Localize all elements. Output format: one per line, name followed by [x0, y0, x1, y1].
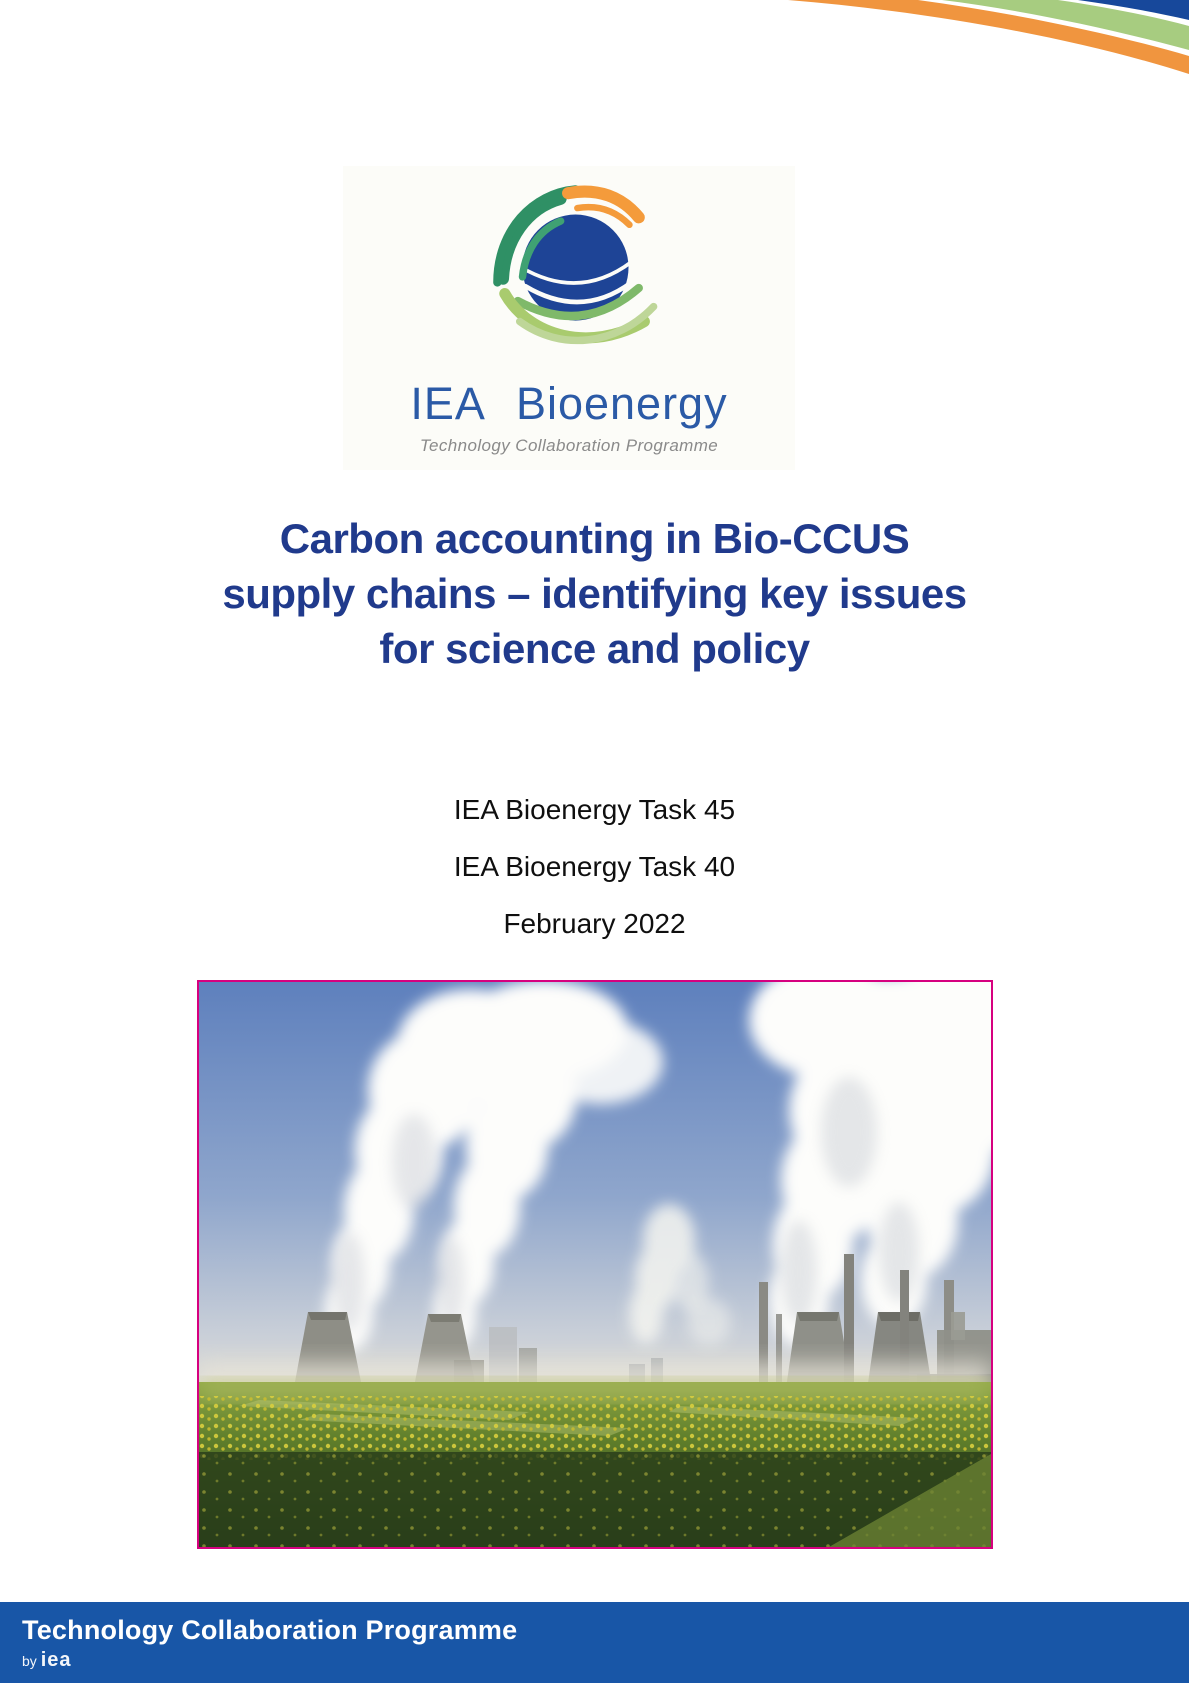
task-line-45: IEA Bioenergy Task 45 — [453, 794, 736, 825]
iea-brand-logo: iea — [40, 1649, 72, 1671]
footer-byline-prefix: by — [22, 1653, 37, 1669]
publication-date: February 2022 — [503, 908, 686, 939]
iea-bioenergy-logo — [343, 166, 795, 470]
report-title-line-1: Carbon accounting in Bio-CCUS — [279, 515, 910, 562]
logo-wordmark-iea: IEA — [410, 378, 486, 429]
logo-wordmark-bioenergy: Bioenergy — [515, 378, 728, 429]
report-title-line-3: for science and policy — [379, 625, 810, 672]
footer-byline — [22, 1649, 1189, 1672]
logo-wordmark — [410, 378, 727, 430]
logo-tagline: Technology Collaboration Programme — [419, 436, 719, 455]
task-line-40: IEA Bioenergy Task 40 — [453, 851, 736, 882]
power-plant-photo-illustration — [199, 982, 991, 1547]
report-title — [0, 511, 1189, 676]
cover-photo — [197, 980, 993, 1549]
footer-bar — [0, 1602, 1189, 1683]
report-title-line-2: supply chains – identifying key issues — [222, 570, 967, 617]
iea-bioenergy-globe-icon — [471, 182, 667, 368]
footer-title: Technology Collaboration Programme — [22, 1615, 518, 1645]
corner-ribbon-decoration — [0, 0, 1189, 95]
